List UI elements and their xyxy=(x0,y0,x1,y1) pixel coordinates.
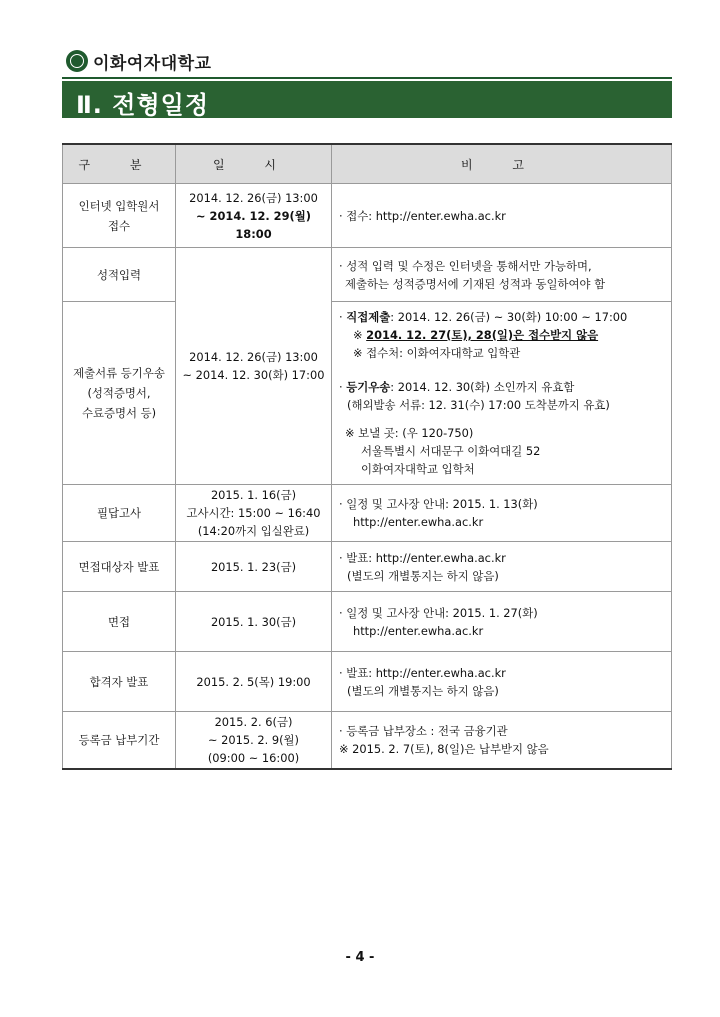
remark-line: ※ 2015. 2. 7(토), 8(일)은 납부받지 않음 xyxy=(339,742,549,756)
direct-submit-period: : 2014. 12. 26(금) ~ 30(화) 10:00 ~ 17:00 xyxy=(390,310,628,324)
remark-line: · 발표: http://enter.ewha.ac.kr xyxy=(339,550,506,565)
section-title: Ⅱ. 전형일정 xyxy=(76,91,210,119)
category-cell xyxy=(63,184,176,248)
remark-line: · 직접제출: 2014. 12. 26(금) ~ 30(화) 10:00 ~ 17:00 xyxy=(339,310,628,324)
remark-line: ※ 접수처: 이화여자대학교 입학관 xyxy=(353,346,521,360)
remark-cell xyxy=(332,184,672,248)
remark-line: (별도의 개별통지는 하지 않음) xyxy=(347,683,499,698)
remark-cell xyxy=(332,302,672,485)
remark-cell xyxy=(332,485,672,542)
remark-cell xyxy=(332,592,672,652)
university-logo xyxy=(66,48,211,74)
remark-cell xyxy=(332,652,672,712)
schedule-table xyxy=(62,143,672,770)
table-row xyxy=(63,712,672,770)
category-line: 제출서류 등기우송 xyxy=(73,366,165,380)
remark-cell xyxy=(332,712,672,770)
section-banner xyxy=(62,81,672,118)
table-row xyxy=(63,248,672,302)
remark-line: · 일정 및 고사장 안내: 2015. 1. 27(화) xyxy=(339,605,538,620)
page-number: - 4 - xyxy=(345,950,375,965)
table-row xyxy=(63,302,672,485)
remark-line: ※ 보낼 곳: (우 120-750) xyxy=(345,426,474,440)
mail-deadline: : 2014. 12. 30(화) 소인까지 유효함 xyxy=(390,380,575,394)
remark-line: 이화여자대학교 입학처 xyxy=(361,462,475,476)
spacer xyxy=(339,414,663,424)
date-line: 고사시간: 15:00 ~ 16:40 xyxy=(186,506,321,520)
category-line: 수료증명서 등) xyxy=(81,406,157,420)
remark-line: · 발표: http://enter.ewha.ac.kr xyxy=(339,665,506,680)
date-cell: 2015. 2. 5(목) 19:00 xyxy=(176,652,332,712)
header-rule xyxy=(62,77,672,79)
col-header-remarks: 비 고 xyxy=(332,144,672,184)
category-line: 접수 xyxy=(107,218,130,233)
remark-line: http://enter.ewha.ac.kr xyxy=(353,515,484,529)
university-name: 이화여자대학교 xyxy=(93,53,212,74)
date-line: 2015. 2. 6(금) xyxy=(214,715,293,729)
category-cell: 합격자 발표 xyxy=(63,652,176,712)
category-cell: 면접대상자 발표 xyxy=(63,542,176,592)
remark-line: · 등록금 납부장소 : 전국 금융기관 xyxy=(339,724,508,738)
date-line: ~ 2015. 2. 9(월) xyxy=(207,733,300,747)
date-line-bold: ~ 2014. 12. 29(월) 18:00 xyxy=(196,208,311,241)
remark-line: (해외발송 서류: 12. 31(수) 17:00 도착분까지 유효) xyxy=(347,398,610,412)
direct-submit-exception: 2014. 12. 27(토), 28(일)은 접수받지 않음 xyxy=(366,328,599,342)
category-line: (성적증명서, xyxy=(87,386,151,400)
direct-submit-label: 직접제출 xyxy=(346,310,391,324)
remark-line: · 접수: http://enter.ewha.ac.kr xyxy=(339,208,506,223)
remark-cell xyxy=(332,542,672,592)
table-row xyxy=(63,592,672,652)
date-line: (14:20까지 입실완료) xyxy=(197,524,310,538)
table-row xyxy=(63,542,672,592)
remark-line: · 일정 및 고사장 안내: 2015. 1. 13(화) xyxy=(339,497,538,511)
table-header-row xyxy=(63,144,672,184)
date-cell xyxy=(176,712,332,770)
remark-line: http://enter.ewha.ac.kr xyxy=(353,623,484,638)
remark-cell xyxy=(332,248,672,302)
remark-line: · 성적 입력 및 수정은 인터넷을 통해서만 가능하며, xyxy=(339,258,592,273)
remark-line: 제출하는 성적증명서에 기재된 성적과 동일하여야 함 xyxy=(345,276,606,291)
spacer xyxy=(339,362,663,378)
table-row xyxy=(63,184,672,248)
date-cell: 2015. 1. 30(금) xyxy=(176,592,332,652)
date-cell xyxy=(176,248,332,485)
date-line: ~ 2014. 12. 30(화) 17:00 xyxy=(182,368,325,382)
category-cell: 면접 xyxy=(63,592,176,652)
remark-line: ※ 2014. 12. 27(토), 28(일)은 접수받지 않음 xyxy=(353,328,599,342)
category-cell: 필답고사 xyxy=(63,485,176,542)
table-row xyxy=(63,652,672,712)
date-line: 2015. 1. 16(금) xyxy=(210,488,297,502)
date-line: (09:00 ~ 16:00) xyxy=(207,751,300,765)
table-row xyxy=(63,485,672,542)
category-cell: 성적입력 xyxy=(63,248,176,302)
date-cell: 2015. 1. 23(금) xyxy=(176,542,332,592)
remark-line: · 등기우송: 2014. 12. 30(화) 소인까지 유효함 xyxy=(339,380,575,394)
category-cell xyxy=(63,302,176,485)
category-line: 인터넷 입학원서 xyxy=(78,198,160,213)
col-header-datetime: 일 시 xyxy=(176,144,332,184)
col-header-category: 구 분 xyxy=(63,144,176,184)
date-line: 2014. 12. 26(금) 13:00 xyxy=(189,350,318,364)
university-seal-icon xyxy=(66,50,88,72)
date-cell xyxy=(176,184,332,248)
remark-line: (별도의 개별통지는 하지 않음) xyxy=(347,568,499,583)
date-line: 2014. 12. 26(금) 13:00 xyxy=(189,190,318,205)
category-cell: 등록금 납부기간 xyxy=(63,712,176,770)
mail-label: 등기우송 xyxy=(346,380,391,394)
date-cell xyxy=(176,485,332,542)
remark-line: 서울특별시 서대문구 이화여대길 52 xyxy=(361,444,541,458)
